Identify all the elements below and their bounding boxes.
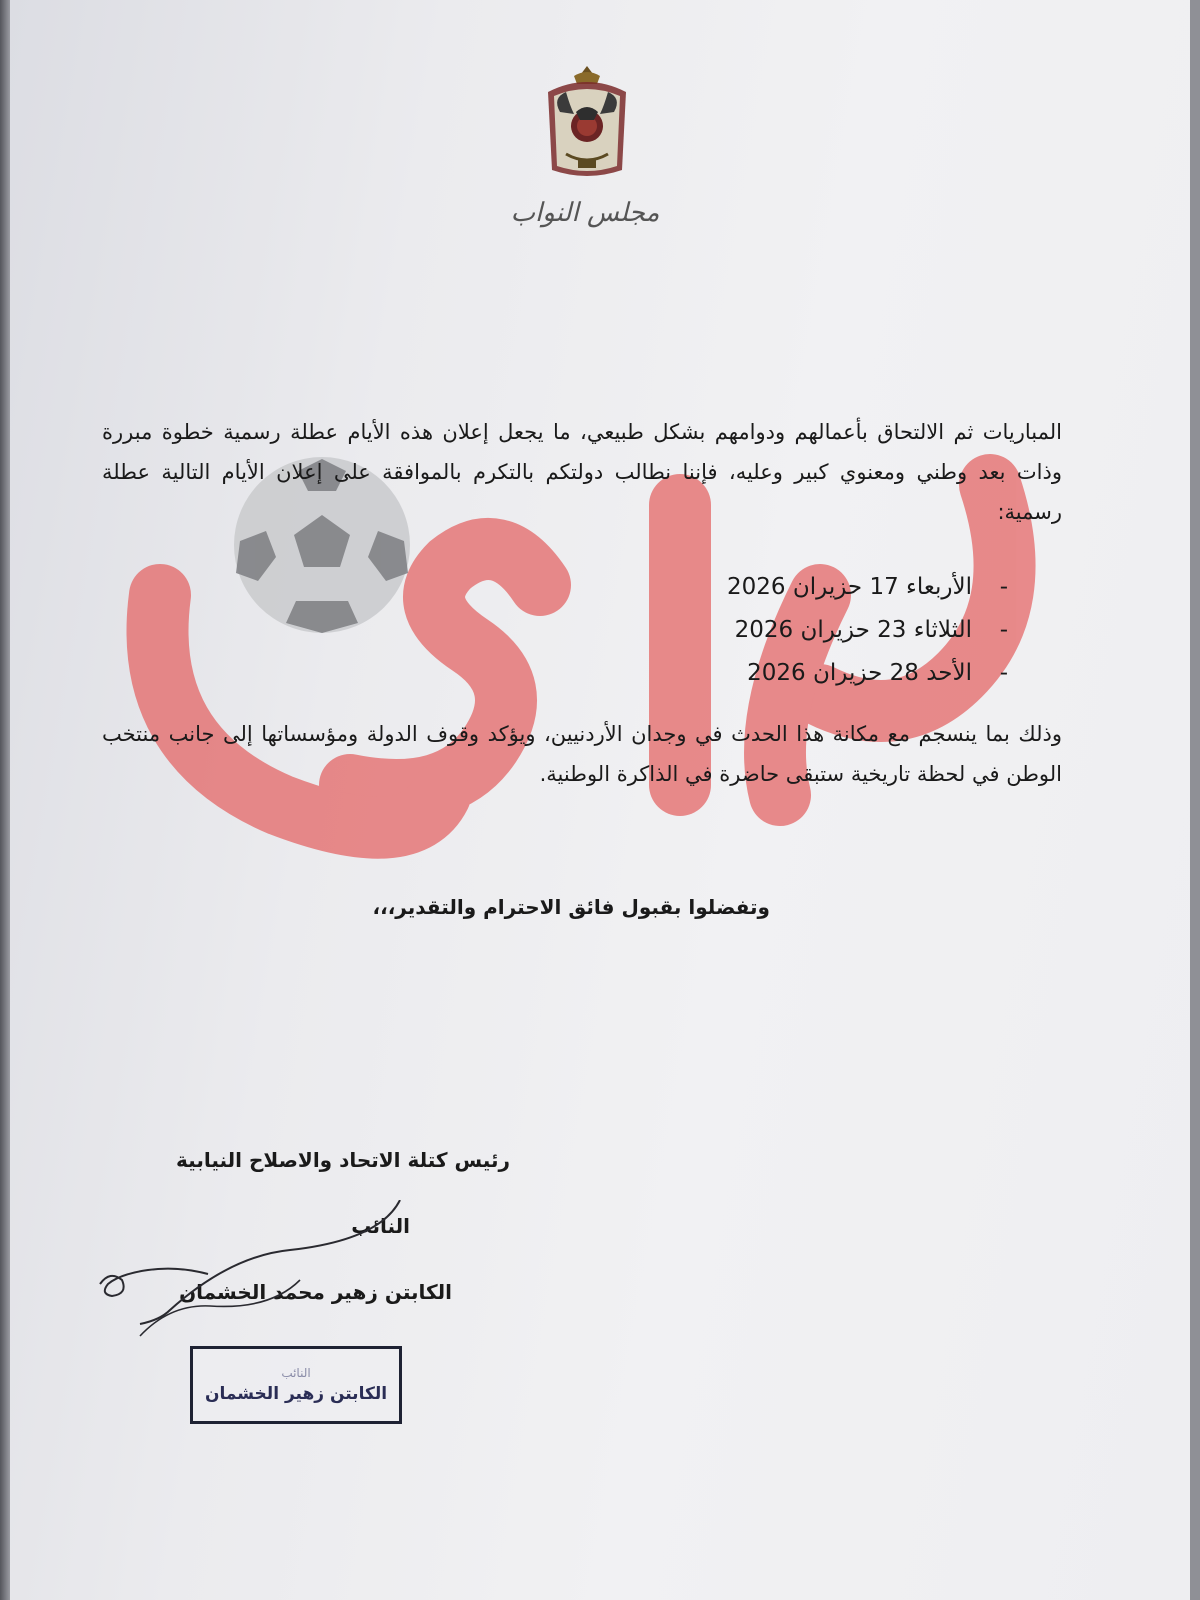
official-stamp bbox=[190, 1346, 402, 1424]
signatory-title: رئيس كتلة الاتحاد والاصلاح النيابية bbox=[176, 1148, 510, 1172]
signatory-name: الكابتن زهير محمد الخشمان bbox=[179, 1280, 452, 1304]
parliament-name-logo: مجلس النواب bbox=[510, 198, 660, 228]
list-bullet: - bbox=[999, 574, 1008, 600]
holiday-date: الثلاثاء 23 حزيران 2026 bbox=[734, 617, 972, 643]
holiday-date-list bbox=[608, 566, 1008, 695]
closing-paragraph-container bbox=[102, 714, 1062, 794]
signatory-role: النائب bbox=[351, 1214, 410, 1238]
list-item bbox=[608, 652, 1008, 695]
list-item bbox=[608, 609, 1008, 652]
holiday-date: الأربعاء 17 حزيران 2026 bbox=[727, 574, 972, 600]
stamp-role: النائب bbox=[281, 1366, 311, 1380]
handwritten-signature bbox=[90, 1200, 440, 1340]
jordan-coat-of-arms-icon bbox=[538, 62, 636, 184]
scan-edge bbox=[0, 0, 10, 1600]
intro-paragraph: المباريات ثم الالتحاق بأعمالهم ودوامهم بشكل طبيعي، ما يجعل إعلان هذه الأيام عطلة رسمية خطوة مبررة وذات بعد وطني ومعنوي كبير وعليه، فإننا نطالب دولتكم بالتكرم بالموافقة على إعلان الأيام التالية عطلة رسمية: bbox=[102, 420, 1062, 524]
list-bullet: - bbox=[999, 617, 1008, 643]
list-bullet: - bbox=[999, 660, 1008, 686]
holiday-date: الأحد 28 حزيران 2026 bbox=[747, 660, 972, 686]
closing-paragraph: وذلك بما ينسجم مع مكانة هذا الحدث في وجدان الأردنيين، ويؤكد وقوف الدولة ومؤسساتها إلى جانب منتخب الوطن في لحظة تاريخية ستبقى حاضرة في الذاكرة الوطنية. bbox=[102, 722, 1062, 786]
list-item bbox=[608, 566, 1008, 609]
intro-paragraph-container bbox=[102, 412, 1062, 532]
stamp-name: الكابتن زهير الخشمان bbox=[204, 1384, 388, 1404]
letter-page bbox=[10, 0, 1190, 1600]
regards-line: وتفضلوا بقبول فائق الاحترام والتقدير،،، bbox=[372, 895, 770, 919]
